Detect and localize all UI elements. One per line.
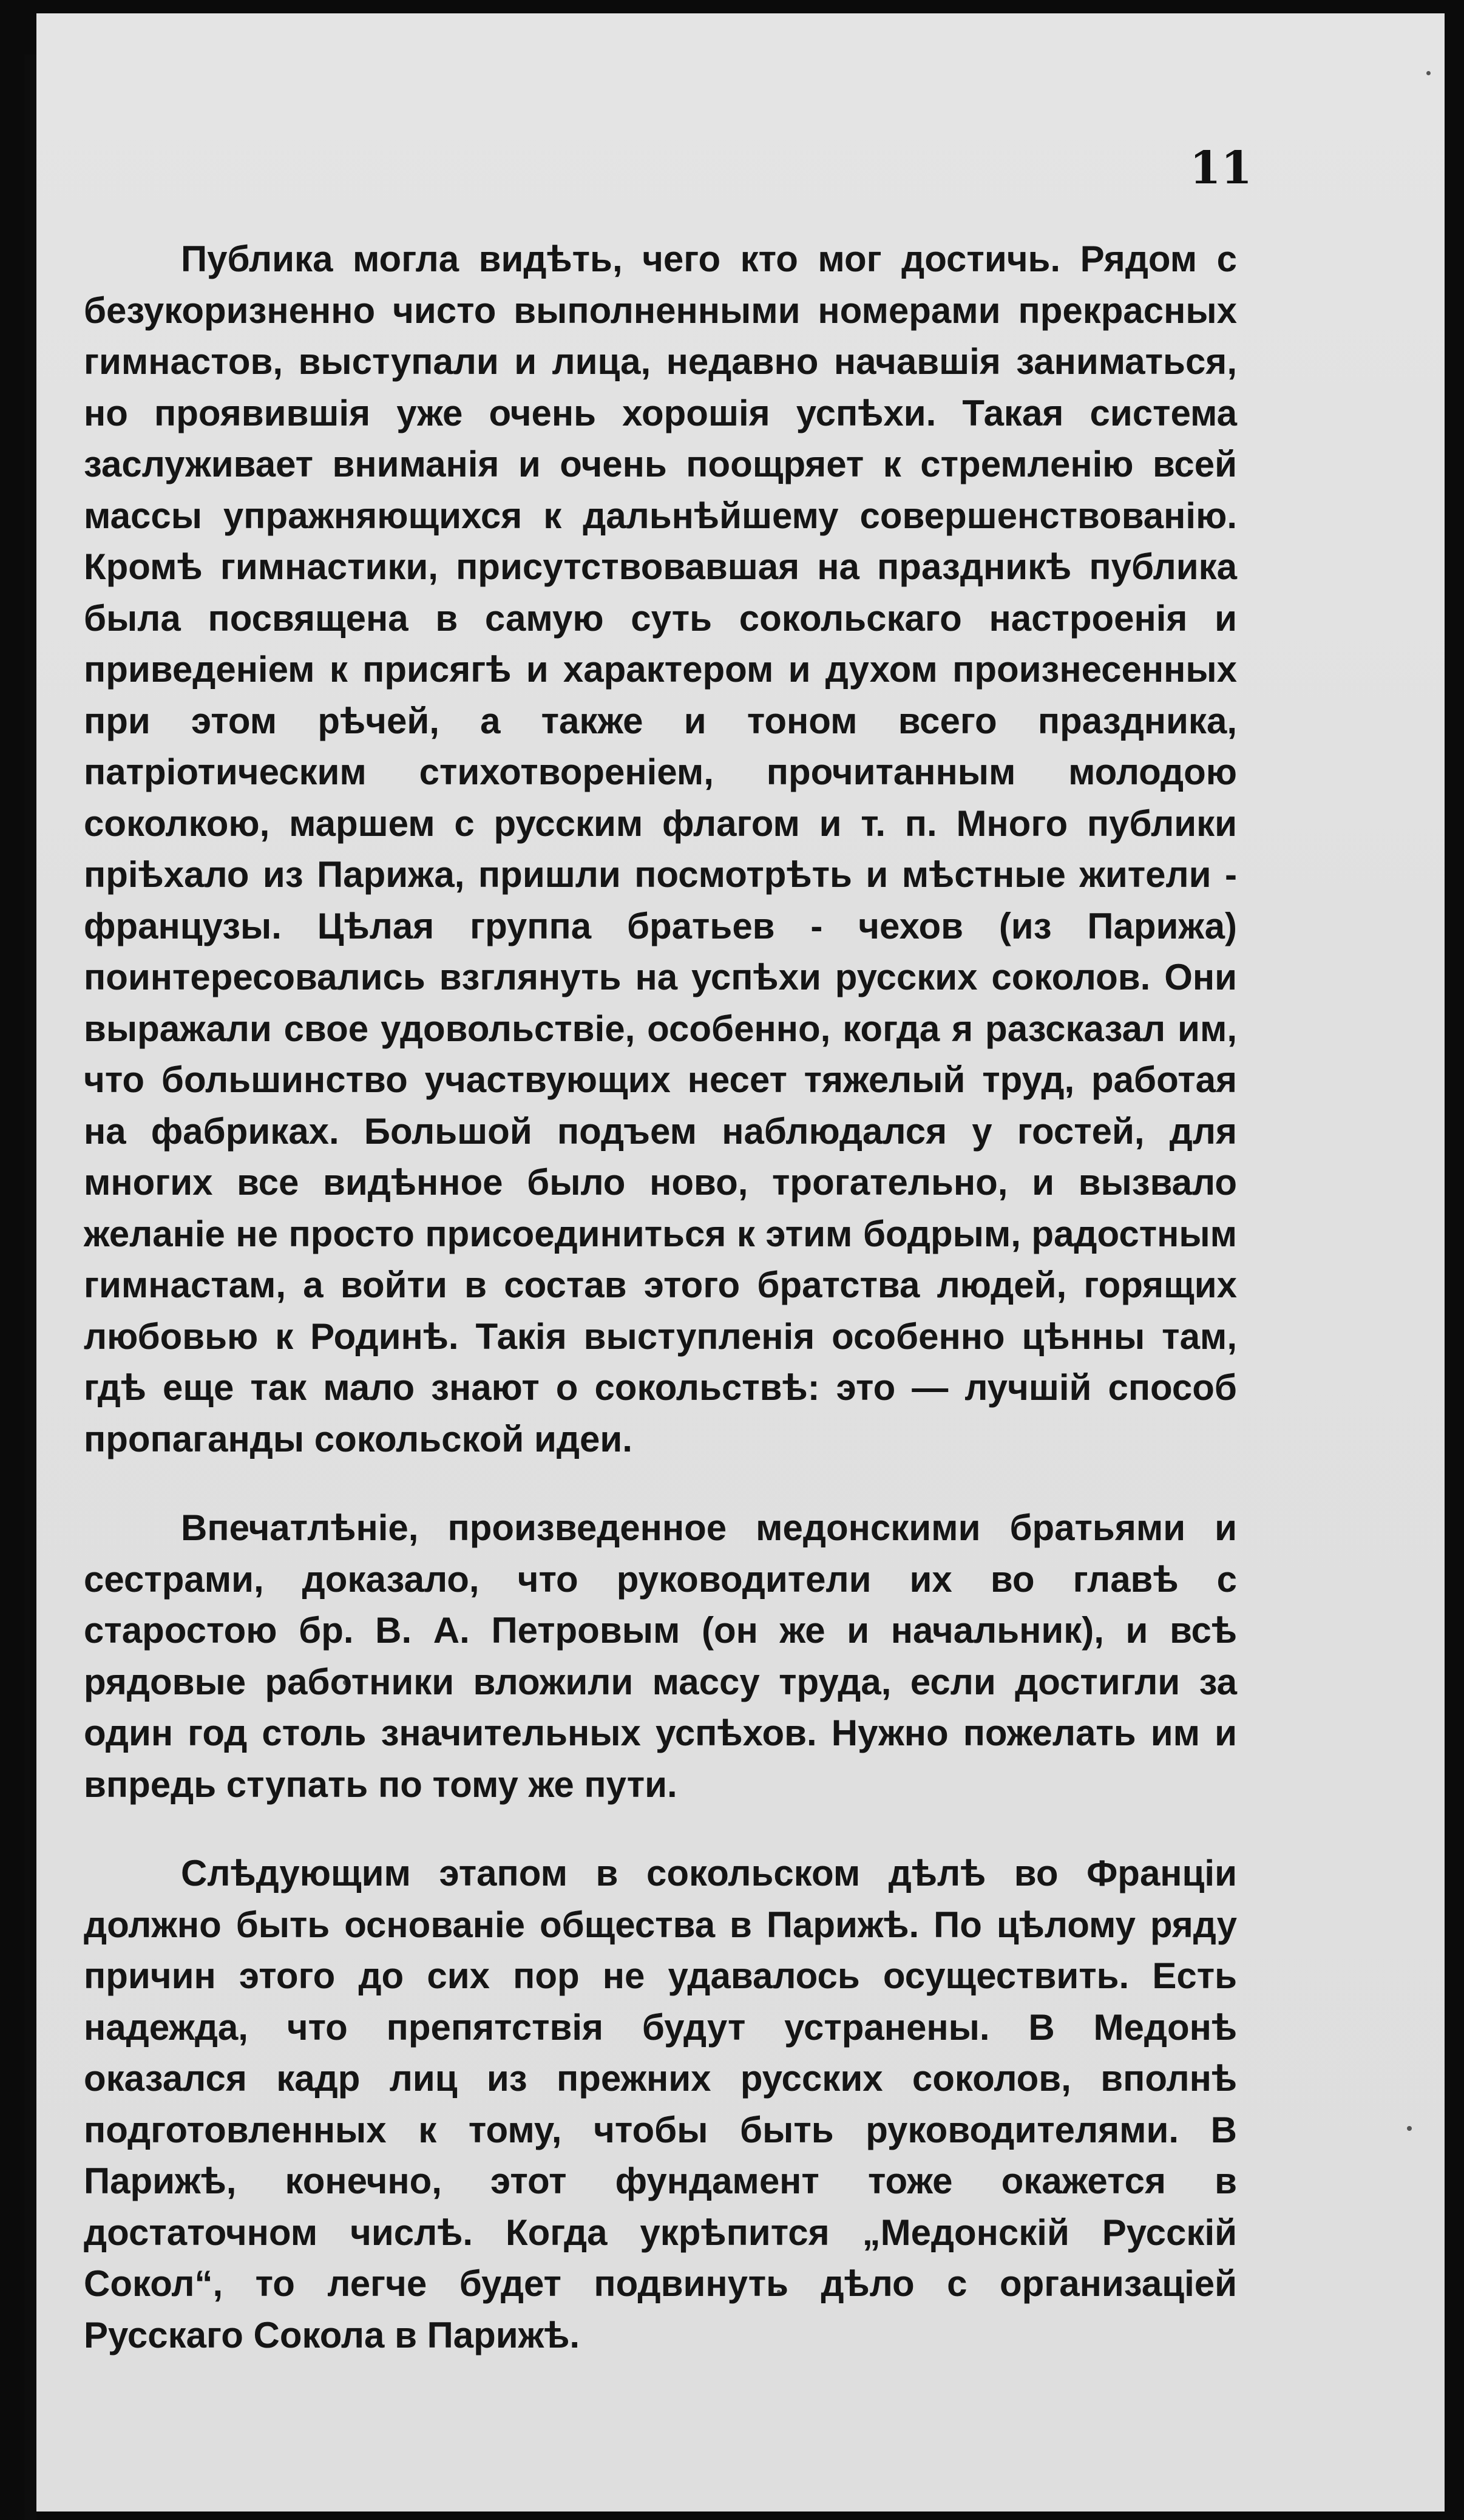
- paragraph-meudon-impression: Впечатлѣніе, произведенное медонскими братьями и сестрами, доказало, что руководители их во главѣ с старостою бр. В. А. Петровым (он же и начальник), и всѣ рядовые работники вложили массу труда, если достигли за один год столь значительных успѣхов. Нужно пожелать им и впредь ступать по тому же пути.: [84, 1507, 1237, 1805]
- page-number: 11: [1190, 142, 1252, 194]
- page-binding-edge: [24, 55, 36, 2520]
- page-body-text: [84, 234, 1237, 2361]
- paragraph-gymnastics-festival: Публика могла видѣть, чего кто мог достичь. Рядом с безукоризненно чисто выполненными номерами прекрасных гимнастов, выступали и лица, недавно начавшія заниматься, но проявившія уже очень хорошія успѣхи. Такая система заслуживает вниманія и очень поощряет к стремленію всей массы упражняющихся к дальнѣйшему совершенствованію. Кромѣ гимнастики, присутствовавшая на праздникѣ публика была посвящена в самую суть сокольскаго настроенія и приведеніем к присягѣ и характером и духом произнесенных при этом рѣчей, а также и тоном всего праздника, патріотическим стихотвореніем, прочитанным молодою соколкою, маршем с русским флагом и т. п. Много публики пріѣхало из Парижа, пришли посмотрѣть и мѣстные жители - французы. Цѣлая группа братьев - чехов (из Парижа) поинтересовались взглянуть на успѣхи русских соколов. Они выражали свое удовольствіе, особенно, когда я разсказал им, что большинство участвующих несет тяжелый труд, работая на фабриках. Большой подъем наблюдался у гостей, для многих все видѣнное было ново, трогательно, и вызвало желаніе не просто присоединиться к этим бодрым, радостным гимнастам, а войти в состав этого братства людей, горящих любовью к Родинѣ. Такія выступленія особенно цѣнны там, гдѣ еще так мало знают о сокольствѣ: это — лучшій способ пропаганды сокольской идеи.: [84, 239, 1237, 1459]
- print-speck: [1426, 71, 1431, 75]
- print-speck: [1407, 2126, 1412, 2131]
- paragraph-paris-society: Слѣдующим этапом в сокольском дѣлѣ во Франціи должно быть основаніе общества в Парижѣ. По цѣлому ряду причин этого до сих пор не удавалось осуществить. Есть надежда, что препятствія будут устранены. В Медонѣ оказался кадр лиц из прежних русских соколов, вполнѣ подготовленных к тому, чтобы быть руководителями. В Парижѣ, конечно, этот фундамент тоже окажется в достаточном числѣ. Когда укрѣпится „Медонскій Русскій Сокол“, то легче будет подвинуть дѣло с организаціей Русскаго Сокола в Парижѣ.: [84, 1853, 1237, 2355]
